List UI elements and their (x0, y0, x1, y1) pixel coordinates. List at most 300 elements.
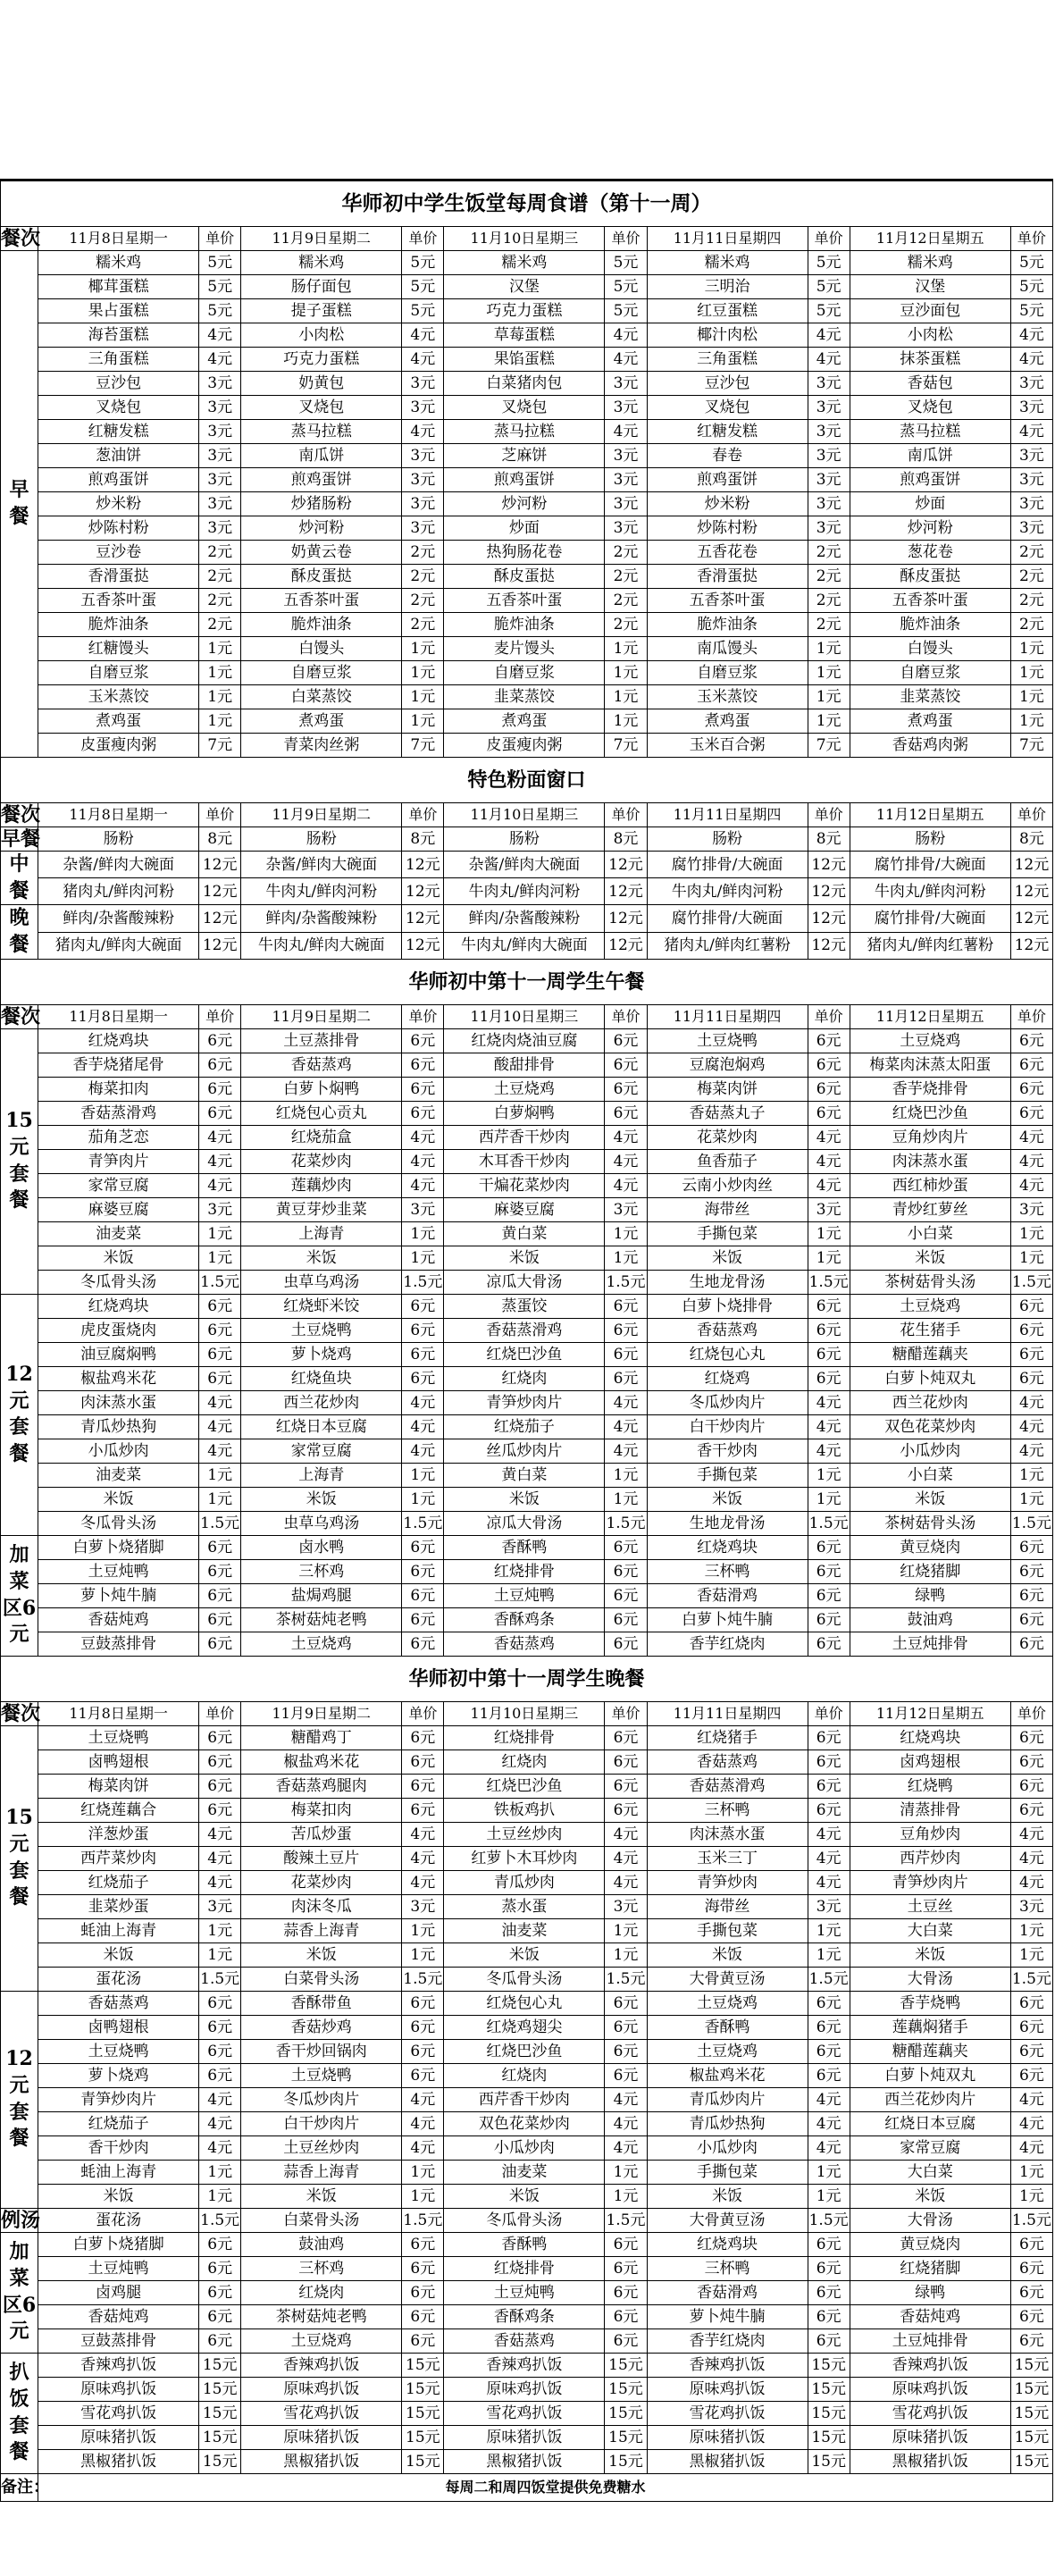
dish-price: 6元 (808, 1535, 850, 1559)
day-header: 11月11日星期四 (647, 1004, 808, 1028)
menu-row (1, 2135, 1053, 2160)
dish-price: 1元 (402, 637, 444, 661)
dish-price: 15元 (808, 2353, 850, 2377)
dish-name: 青炒红萝丝 (850, 1197, 1010, 1221)
dish-name: 白菜猪肉包 (444, 372, 605, 396)
dish-price: 6元 (199, 1318, 241, 1342)
dish-price: 4元 (1010, 323, 1052, 348)
dish-price: 5元 (199, 251, 241, 275)
dish-name: 豆沙包 (647, 372, 808, 396)
dish-price: 6元 (199, 2256, 241, 2280)
dish-name: 土豆丝炒肉 (241, 2135, 402, 2160)
price-header: 单价 (808, 803, 850, 827)
dish-name: 蒸蛋饺 (444, 1294, 605, 1318)
dish-price: 4元 (199, 1822, 241, 1846)
dish-price: 4元 (402, 1846, 444, 1870)
dish-name: 香菇鸡肉粥 (850, 734, 1010, 758)
dish-price: 3元 (1010, 396, 1052, 420)
dish-price: 6元 (808, 1725, 850, 1749)
dish-name: 黄豆烧肉 (850, 2232, 1010, 2256)
price-header: 单价 (605, 1004, 647, 1028)
dish-name: 香辣鸡扒饭 (647, 2353, 808, 2377)
dish-price: 4元 (402, 2087, 444, 2111)
dish-price: 2元 (402, 565, 444, 589)
dish-name: 椰茸蛋糕 (38, 275, 199, 299)
day-header: 11月10日星期三 (444, 1004, 605, 1028)
menu-row (1, 2377, 1053, 2401)
menu-row (1, 396, 1053, 420)
dish-price: 15元 (402, 2353, 444, 2377)
dish-name: 红烧茄子 (444, 1414, 605, 1439)
dish-price: 4元 (199, 1125, 241, 1149)
dish-price: 4元 (605, 1125, 647, 1149)
dish-price: 15元 (808, 2449, 850, 2473)
dish-name: 红烧鸡块 (38, 1294, 199, 1318)
dish-name: 椒盐鸡米花 (241, 1749, 402, 1774)
dish-price: 6元 (1010, 1101, 1052, 1125)
dish-name: 茶树菇骨头汤 (850, 1270, 1010, 1294)
dish-name: 手撕包菜 (647, 2160, 808, 2184)
section-title: 华师初中第十一周学生晚餐 (1, 1656, 1053, 1701)
dish-price: 4元 (605, 348, 647, 372)
dish-price: 6元 (808, 2232, 850, 2256)
dish-name: 皮蛋瘦肉粥 (38, 734, 199, 758)
dish-name: 五香花卷 (647, 541, 808, 565)
section-title: 华师初中学生饭堂每周食谱（第十一周） (1, 181, 1053, 227)
dish-name: 生地龙骨汤 (647, 1270, 808, 1294)
dish-name: 油麦菜 (38, 1221, 199, 1246)
dish-name: 香菇蒸鸡 (444, 1632, 605, 1656)
dish-name: 五香茶叶蛋 (38, 589, 199, 613)
dish-price: 6元 (1010, 1294, 1052, 1318)
dish-name: 炒米粉 (647, 492, 808, 516)
section-title-row (1, 758, 1053, 803)
dish-name: 酥皮蛋挞 (444, 565, 605, 589)
dish-price: 1元 (402, 1918, 444, 1942)
dish-price: 7元 (808, 734, 850, 758)
dish-name: 韭菜蒸饺 (444, 685, 605, 709)
dish-name: 红烧茄子 (38, 1870, 199, 1894)
dish-name: 米饭 (241, 1942, 402, 1967)
dish-price: 4元 (1010, 1125, 1052, 1149)
dish-name: 花生猪手 (850, 1318, 1010, 1342)
day-header: 11月12日星期五 (850, 803, 1010, 827)
menu-row (1, 1725, 1053, 1749)
menu-row (1, 299, 1053, 323)
dish-price: 6元 (605, 1798, 647, 1822)
dish-price: 6元 (1010, 2015, 1052, 2039)
dish-name: 香芋烧排骨 (850, 1077, 1010, 1101)
dish-name: 杂酱/鲜肉大碗面 (241, 852, 402, 878)
price-header: 单价 (402, 227, 444, 251)
dish-price: 6元 (605, 1101, 647, 1125)
dish-name: 红糖馒头 (38, 637, 199, 661)
dish-name: 原味猪扒饭 (850, 2425, 1010, 2449)
dish-name: 雪花鸡扒饭 (38, 2401, 199, 2425)
dish-price: 1元 (605, 685, 647, 709)
dish-price: 5元 (605, 275, 647, 299)
dish-price: 6元 (1010, 2280, 1052, 2304)
dish-price: 4元 (605, 2111, 647, 2135)
dish-name: 香酥鸭 (444, 1535, 605, 1559)
dish-name: 凉瓜大骨汤 (444, 1511, 605, 1535)
dish-price: 6元 (605, 1053, 647, 1077)
dish-price: 6元 (605, 1632, 647, 1656)
meal-column-header: 餐次 (1, 803, 41, 827)
dish-price: 6元 (1010, 1774, 1052, 1798)
dish-price: 4元 (1010, 1414, 1052, 1439)
dish-name: 叉烧包 (647, 396, 808, 420)
dish-name: 香芋红烧肉 (647, 2328, 808, 2353)
dish-name: 白干炒肉片 (241, 2111, 402, 2135)
menu-row (1, 1077, 1053, 1101)
dish-name: 猪肉丸/鲜肉红薯粉 (850, 932, 1010, 959)
dish-price: 6元 (199, 1535, 241, 1559)
dish-price: 3元 (1010, 1894, 1052, 1918)
dish-name: 猪肉丸/鲜肉河粉 (38, 878, 199, 905)
menu-row (1, 2039, 1053, 2063)
menu-row (1, 1749, 1053, 1774)
dish-price: 1元 (605, 709, 647, 734)
dish-price: 8元 (605, 827, 647, 852)
dish-name: 葱油饼 (38, 444, 199, 468)
dish-price: 1.5元 (605, 1967, 647, 1991)
menu-row (1, 372, 1053, 396)
day-header: 11月8日星期一 (38, 1004, 199, 1028)
dish-name: 红烧茄盒 (241, 1125, 402, 1149)
dish-name: 煮鸡蛋 (38, 709, 199, 734)
dish-name: 红烧排骨 (444, 1725, 605, 1749)
dish-price: 7元 (605, 734, 647, 758)
dish-price: 5元 (1010, 275, 1052, 299)
dish-name: 三杯鸡 (241, 1559, 402, 1583)
dish-price: 3元 (605, 492, 647, 516)
dish-price: 1元 (605, 1246, 647, 1270)
day-header: 11月11日星期四 (647, 803, 808, 827)
dish-price: 6元 (1010, 2063, 1052, 2087)
dish-price: 1元 (402, 1463, 444, 1487)
dish-price: 6元 (402, 2328, 444, 2353)
dish-name: 米饭 (647, 2184, 808, 2208)
dish-name: 糯米鸡 (38, 251, 199, 275)
dish-price: 4元 (1010, 420, 1052, 444)
dish-price: 6元 (402, 1077, 444, 1101)
menu-row (1, 1390, 1053, 1414)
dish-price: 4元 (199, 1390, 241, 1414)
dish-price: 4元 (808, 2087, 850, 2111)
dish-name: 红烧猪脚 (850, 1559, 1010, 1583)
dish-name: 肠粉 (647, 827, 808, 852)
dish-price: 15元 (808, 2401, 850, 2425)
dish-price: 3元 (605, 1197, 647, 1221)
dish-name: 鲜肉/杂酱酸辣粉 (444, 905, 605, 932)
dish-name: 芝麻饼 (444, 444, 605, 468)
dish-name: 青瓜炒热狗 (647, 2111, 808, 2135)
dish-price: 6元 (605, 1725, 647, 1749)
price-header: 单价 (402, 1701, 444, 1725)
dish-name: 花菜炒肉 (647, 1125, 808, 1149)
dish-name: 牛肉丸/鲜肉河粉 (647, 878, 808, 905)
dish-name: 上海青 (241, 1463, 402, 1487)
section-title-row (1, 959, 1053, 1004)
dish-name: 三角蛋糕 (647, 348, 808, 372)
dish-price: 15元 (605, 2353, 647, 2377)
dish-name: 小肉松 (850, 323, 1010, 348)
dish-name: 青笋肉片 (38, 1149, 199, 1173)
dish-price: 4元 (605, 1439, 647, 1463)
meal-group-label: 15元套餐 (1, 1028, 38, 1294)
dish-name: 三明治 (647, 275, 808, 299)
dish-name: 原味猪扒饭 (241, 2425, 402, 2449)
menu-row (1, 2160, 1053, 2184)
menu-row (1, 444, 1053, 468)
dish-price: 1.5元 (402, 1270, 444, 1294)
dish-price: 15元 (199, 2425, 241, 2449)
dish-price: 1元 (808, 661, 850, 685)
dish-price: 12元 (402, 852, 444, 878)
dish-price: 6元 (402, 2304, 444, 2328)
dish-name: 肉沫冬瓜 (241, 1894, 402, 1918)
dish-price: 4元 (199, 2111, 241, 2135)
dish-name: 莲藕焖猪手 (850, 2015, 1010, 2039)
dish-name: 腐竹排骨/大碗面 (647, 905, 808, 932)
dish-price: 15元 (605, 2401, 647, 2425)
dish-name: 红烧巴沙鱼 (444, 1342, 605, 1366)
dish-name: 红烧肉 (241, 2280, 402, 2304)
dish-price: 2元 (199, 565, 241, 589)
dish-price: 1元 (199, 661, 241, 685)
dish-price: 3元 (402, 516, 444, 541)
dish-price: 6元 (808, 1559, 850, 1583)
menu-row (1, 1870, 1053, 1894)
dish-name: 煮鸡蛋 (241, 709, 402, 734)
dish-price: 4元 (605, 1822, 647, 1846)
menu-row (1, 2208, 1053, 2232)
day-header: 11月12日星期五 (850, 1701, 1010, 1725)
dish-name: 萝卜烧鸡 (38, 2063, 199, 2087)
day-header: 11月10日星期三 (444, 1701, 605, 1725)
menu-row (1, 2184, 1053, 2208)
dish-name: 鼓油鸡 (241, 2232, 402, 2256)
dish-name: 红烧肉 (444, 1749, 605, 1774)
dish-name: 肉沫蒸水蛋 (647, 1822, 808, 1846)
dish-price: 2元 (199, 541, 241, 565)
dish-name: 香菇蒸滑鸡 (444, 1318, 605, 1342)
dish-price: 6元 (808, 1798, 850, 1822)
dish-price: 15元 (402, 2377, 444, 2401)
dish-price: 6元 (808, 1583, 850, 1607)
dish-price: 6元 (808, 1342, 850, 1366)
dish-name: 巧克力蛋糕 (444, 299, 605, 323)
dish-price: 12元 (199, 905, 241, 932)
dish-name: 土豆烧鸡 (241, 2328, 402, 2353)
dish-price: 3元 (808, 516, 850, 541)
dish-price: 12元 (605, 878, 647, 905)
dish-name: 黑椒猪扒饭 (241, 2449, 402, 2473)
menu-row (1, 1221, 1053, 1246)
dish-name: 脆炸油条 (38, 613, 199, 637)
dish-price: 1元 (808, 2160, 850, 2184)
footer-note: 每周二和周四饭堂提供免费糖水 (38, 2473, 1053, 2501)
dish-name: 海带丝 (647, 1894, 808, 1918)
dish-name: 自磨豆浆 (850, 661, 1010, 685)
dish-price: 6元 (808, 2256, 850, 2280)
price-header: 单价 (605, 227, 647, 251)
dish-price: 6元 (1010, 1725, 1052, 1749)
dish-price: 5元 (605, 251, 647, 275)
dish-price: 6元 (199, 1607, 241, 1632)
dish-name: 三杯鸭 (647, 1559, 808, 1583)
dish-price: 3元 (1010, 492, 1052, 516)
menu-row (1, 589, 1053, 613)
dish-price: 12元 (1010, 905, 1052, 932)
dish-price: 1元 (1010, 709, 1052, 734)
dish-price: 4元 (605, 1846, 647, 1870)
dish-price: 1.5元 (1010, 1270, 1052, 1294)
dish-name: 西芹炒肉 (850, 1846, 1010, 1870)
dish-name: 红烧日本豆腐 (850, 2111, 1010, 2135)
menu-row (1, 1414, 1053, 1439)
dish-name: 奶黄包 (241, 372, 402, 396)
section-title-row (1, 1656, 1053, 1701)
dish-name: 西芹菜炒肉 (38, 1846, 199, 1870)
menu-row (1, 2328, 1053, 2353)
section-title-row (1, 181, 1053, 227)
dish-price: 1元 (199, 637, 241, 661)
dish-name: 炒河粉 (444, 492, 605, 516)
dish-name: 炒陈村粉 (647, 516, 808, 541)
dish-name: 小白菜 (850, 1221, 1010, 1246)
dish-price: 8元 (808, 827, 850, 852)
dish-name: 脆炸油条 (850, 613, 1010, 637)
dish-price: 1.5元 (199, 2208, 241, 2232)
dish-name: 土豆烧鸡 (647, 2039, 808, 2063)
dish-price: 3元 (808, 420, 850, 444)
dish-name: 果占蛋糕 (38, 299, 199, 323)
dish-price: 1.5元 (199, 1967, 241, 1991)
dish-price: 6元 (402, 2232, 444, 2256)
dish-price: 1元 (1010, 1918, 1052, 1942)
dish-name: 酸辣土豆片 (241, 1846, 402, 1870)
dish-price: 6元 (1010, 1077, 1052, 1101)
dish-name: 椒盐鸡米花 (38, 1366, 199, 1390)
dish-price: 6元 (199, 2328, 241, 2353)
menu-row (1, 709, 1053, 734)
dish-price: 4元 (808, 1870, 850, 1894)
dish-price: 6元 (199, 2280, 241, 2304)
menu-row (1, 1125, 1053, 1149)
dish-name: 豆角炒肉 (850, 1822, 1010, 1846)
dish-price: 1元 (808, 709, 850, 734)
dish-price: 1元 (605, 1463, 647, 1487)
dish-price: 1元 (402, 685, 444, 709)
dish-price: 1元 (199, 1463, 241, 1487)
dish-name: 红烧包心丸 (647, 1342, 808, 1366)
menu-row (1, 2256, 1053, 2280)
dish-price: 3元 (1010, 444, 1052, 468)
dish-name: 上海青 (241, 1221, 402, 1246)
dish-name: 炒河粉 (850, 516, 1010, 541)
dish-name: 香菇蒸鸡 (647, 1749, 808, 1774)
dish-price: 4元 (808, 1390, 850, 1414)
dish-name: 青笋炒肉片 (850, 1870, 1010, 1894)
dish-name: 蒜香上海青 (241, 2160, 402, 2184)
dish-name: 米饭 (647, 1942, 808, 1967)
dish-price: 3元 (605, 516, 647, 541)
dish-price: 6元 (402, 1294, 444, 1318)
menu-row (1, 492, 1053, 516)
dish-price: 12元 (605, 852, 647, 878)
footer-row (1, 2473, 1053, 2501)
dish-price: 6元 (1010, 1559, 1052, 1583)
dish-price: 4元 (1010, 348, 1052, 372)
dish-name: 煮鸡蛋 (444, 709, 605, 734)
dish-name: 白菜蒸饺 (241, 685, 402, 709)
menu-row (1, 905, 1053, 932)
dish-name: 冬瓜炒肉片 (647, 1390, 808, 1414)
dish-price: 4元 (1010, 1390, 1052, 1414)
dish-name: 牛肉丸/鲜肉河粉 (850, 878, 1010, 905)
dish-name: 香滑蛋挞 (647, 565, 808, 589)
dish-price: 6元 (808, 1318, 850, 1342)
dish-price: 6元 (402, 1607, 444, 1632)
dish-price: 15元 (199, 2377, 241, 2401)
dish-name: 叉烧包 (38, 396, 199, 420)
dish-price: 6元 (199, 1798, 241, 1822)
dish-price: 6元 (199, 2039, 241, 2063)
dish-name: 草莓蛋糕 (444, 323, 605, 348)
dish-price: 12元 (1010, 852, 1052, 878)
dish-price: 6元 (1010, 1318, 1052, 1342)
dish-name: 香菇滑鸡 (647, 2280, 808, 2304)
dish-price: 6元 (1010, 1053, 1052, 1077)
day-header: 11月9日星期二 (241, 1004, 402, 1028)
dish-name: 西红柿炒蛋 (850, 1173, 1010, 1197)
dish-price: 15元 (1010, 2449, 1052, 2473)
dish-name: 汉堡 (850, 275, 1010, 299)
dish-name: 南瓜饼 (241, 444, 402, 468)
meal-group-label: 加菜区6元 (1, 2232, 38, 2353)
dish-name: 白萝卜炖双丸 (850, 2063, 1010, 2087)
dish-name: 原味鸡扒饭 (241, 2377, 402, 2401)
meal-group-label: 例汤 (1, 2208, 41, 2232)
dish-name: 卤鸭翅根 (38, 1749, 199, 1774)
dish-price: 1元 (605, 1918, 647, 1942)
menu-row (1, 932, 1053, 959)
menu-row (1, 1774, 1053, 1798)
dish-name: 香菇蒸鸡 (647, 1318, 808, 1342)
dish-name: 香芋烧猪尾骨 (38, 1053, 199, 1077)
dish-price: 6元 (605, 2256, 647, 2280)
dish-price: 1.5元 (605, 1511, 647, 1535)
menu-row (1, 734, 1053, 758)
dish-price: 12元 (199, 852, 241, 878)
dish-name: 果馅蛋糕 (444, 348, 605, 372)
dish-price: 2元 (1010, 613, 1052, 637)
dish-name: 自磨豆浆 (647, 661, 808, 685)
price-header: 单价 (402, 1004, 444, 1028)
dish-price: 4元 (605, 2087, 647, 2111)
dish-price: 4元 (808, 1822, 850, 1846)
dish-name: 茄角芝恋 (38, 1125, 199, 1149)
dish-price: 6元 (808, 2039, 850, 2063)
dish-name: 三杯鸡 (241, 2256, 402, 2280)
dish-price: 3元 (402, 372, 444, 396)
dish-price: 1元 (808, 2184, 850, 2208)
dish-price: 1元 (605, 1221, 647, 1246)
dish-name: 香菇蒸鸡 (241, 1053, 402, 1077)
dish-price: 3元 (1010, 372, 1052, 396)
